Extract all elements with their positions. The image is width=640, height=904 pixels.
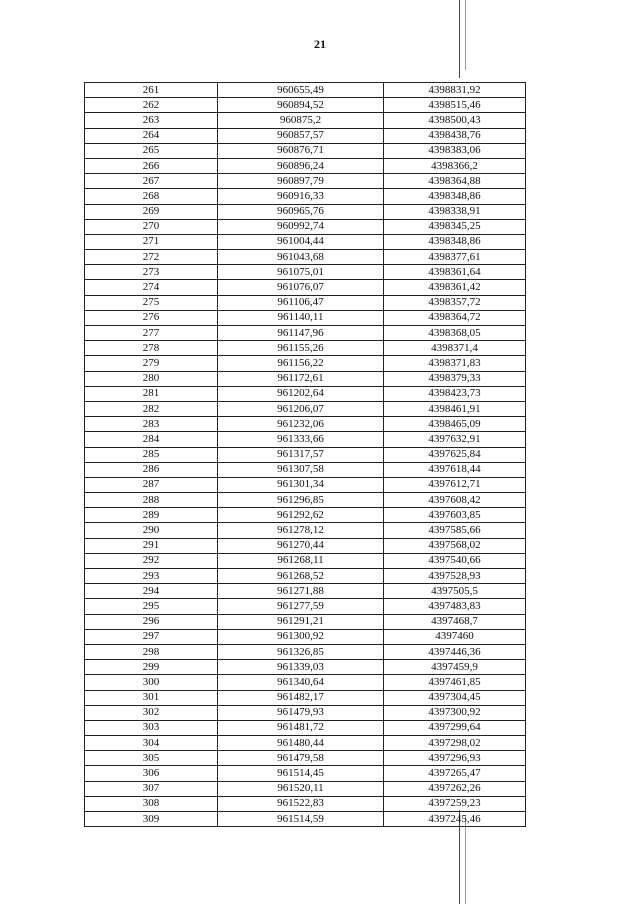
table-row: [85, 234, 526, 249]
table-row: [85, 675, 526, 690]
point-number-cell: 295: [85, 599, 218, 614]
x-coordinate-cell: 961514,59: [218, 812, 384, 827]
x-coordinate-cell: 960875,2: [218, 113, 384, 128]
point-number-cell: 289: [85, 508, 218, 523]
y-coordinate-cell: 4398371,83: [384, 356, 526, 371]
table-row: [85, 447, 526, 462]
y-coordinate-cell: 4398438,76: [384, 128, 526, 143]
table-row: [85, 584, 526, 599]
y-coordinate-cell: 4397608,42: [384, 493, 526, 508]
table-row: [85, 341, 526, 356]
y-coordinate-cell: 4397304,45: [384, 690, 526, 705]
point-number-cell: 309: [85, 812, 218, 827]
y-coordinate-cell: 4397505,5: [384, 584, 526, 599]
x-coordinate-cell: 961296,85: [218, 493, 384, 508]
y-coordinate-cell: 4397528,93: [384, 569, 526, 584]
table-row: [85, 538, 526, 553]
table-row: [85, 265, 526, 280]
table-row: [85, 158, 526, 173]
x-coordinate-cell: 961333,66: [218, 432, 384, 447]
scan-binding-line-top: [459, 0, 460, 78]
y-coordinate-cell: 4397296,93: [384, 751, 526, 766]
point-number-cell: 303: [85, 720, 218, 735]
table-row: [85, 98, 526, 113]
y-coordinate-cell: 4397568,02: [384, 538, 526, 553]
scan-binding-line-top-faint: [465, 0, 466, 70]
table-row: [85, 356, 526, 371]
y-coordinate-cell: 4398461,91: [384, 401, 526, 416]
table-row: [85, 705, 526, 720]
table-row: [85, 462, 526, 477]
table-row: [85, 371, 526, 386]
y-coordinate-cell: 4397446,36: [384, 644, 526, 659]
table-row: [85, 280, 526, 295]
table-row: [85, 569, 526, 584]
y-coordinate-cell: 4398371,4: [384, 341, 526, 356]
y-coordinate-cell: 4397540,66: [384, 553, 526, 568]
table-row: [85, 204, 526, 219]
table-row: [85, 83, 526, 98]
coordinates-table-body: [85, 83, 526, 827]
x-coordinate-cell: 961479,58: [218, 751, 384, 766]
table-row: [85, 690, 526, 705]
y-coordinate-cell: 4398423,73: [384, 386, 526, 401]
x-coordinate-cell: 961271,88: [218, 584, 384, 599]
y-coordinate-cell: 4398338,91: [384, 204, 526, 219]
y-coordinate-cell: 4398379,33: [384, 371, 526, 386]
table-row: [85, 113, 526, 128]
y-coordinate-cell: 4398465,09: [384, 417, 526, 432]
y-coordinate-cell: 4398383,06: [384, 143, 526, 158]
x-coordinate-cell: 961202,64: [218, 386, 384, 401]
x-coordinate-cell: 961291,21: [218, 614, 384, 629]
x-coordinate-cell: 961292,62: [218, 508, 384, 523]
page-number: 21: [314, 37, 326, 51]
point-number-cell: 263: [85, 113, 218, 128]
x-coordinate-cell: 960655,49: [218, 83, 384, 98]
x-coordinate-cell: 961326,85: [218, 644, 384, 659]
point-number-cell: 290: [85, 523, 218, 538]
table-row: [85, 720, 526, 735]
x-coordinate-cell: 961339,03: [218, 660, 384, 675]
table-row: [85, 326, 526, 341]
y-coordinate-cell: 4398364,88: [384, 174, 526, 189]
x-coordinate-cell: 961317,57: [218, 447, 384, 462]
y-coordinate-cell: 4398368,05: [384, 326, 526, 341]
x-coordinate-cell: 961043,68: [218, 250, 384, 265]
point-number-cell: 281: [85, 386, 218, 401]
y-coordinate-cell: 4397632,91: [384, 432, 526, 447]
x-coordinate-cell: 961520,11: [218, 781, 384, 796]
table-row: [85, 295, 526, 310]
point-number-cell: 276: [85, 310, 218, 325]
x-coordinate-cell: 961277,59: [218, 599, 384, 614]
table-row: [85, 401, 526, 416]
table-row: [85, 796, 526, 811]
y-coordinate-cell: 4397300,92: [384, 705, 526, 720]
x-coordinate-cell: 961206,07: [218, 401, 384, 416]
x-coordinate-cell: 961075,01: [218, 265, 384, 280]
x-coordinate-cell: 961307,58: [218, 462, 384, 477]
point-number-cell: 307: [85, 781, 218, 796]
y-coordinate-cell: 4397612,71: [384, 477, 526, 492]
table-row: [85, 432, 526, 447]
point-number-cell: 272: [85, 250, 218, 265]
x-coordinate-cell: 960992,74: [218, 219, 384, 234]
y-coordinate-cell: 4397245,46: [384, 812, 526, 827]
point-number-cell: 261: [85, 83, 218, 98]
y-coordinate-cell: 4398357,72: [384, 295, 526, 310]
point-number-cell: 292: [85, 553, 218, 568]
y-coordinate-cell: 4398366,2: [384, 158, 526, 173]
coordinates-table: [84, 82, 526, 827]
y-coordinate-cell: 4397483,83: [384, 599, 526, 614]
point-number-cell: 301: [85, 690, 218, 705]
point-number-cell: 275: [85, 295, 218, 310]
y-coordinate-cell: 4397460: [384, 629, 526, 644]
x-coordinate-cell: 961278,12: [218, 523, 384, 538]
table-row: [85, 386, 526, 401]
point-number-cell: 293: [85, 569, 218, 584]
x-coordinate-cell: 960916,33: [218, 189, 384, 204]
x-coordinate-cell: 961480,44: [218, 736, 384, 751]
y-coordinate-cell: 4398361,42: [384, 280, 526, 295]
y-coordinate-cell: 4398515,46: [384, 98, 526, 113]
y-coordinate-cell: 4397618,44: [384, 462, 526, 477]
y-coordinate-cell: 4397603,85: [384, 508, 526, 523]
point-number-cell: 268: [85, 189, 218, 204]
point-number-cell: 284: [85, 432, 218, 447]
y-coordinate-cell: 4397259,23: [384, 796, 526, 811]
y-coordinate-cell: 4397298,02: [384, 736, 526, 751]
point-number-cell: 267: [85, 174, 218, 189]
x-coordinate-cell: 961270,44: [218, 538, 384, 553]
point-number-cell: 300: [85, 675, 218, 690]
point-number-cell: 270: [85, 219, 218, 234]
point-number-cell: 304: [85, 736, 218, 751]
table-row: [85, 766, 526, 781]
point-number-cell: 266: [85, 158, 218, 173]
x-coordinate-cell: 961268,52: [218, 569, 384, 584]
point-number-cell: 298: [85, 644, 218, 659]
x-coordinate-cell: 961106,47: [218, 295, 384, 310]
table-row: [85, 493, 526, 508]
table-row: [85, 736, 526, 751]
table-row: [85, 189, 526, 204]
y-coordinate-cell: 4397265,47: [384, 766, 526, 781]
table-row: [85, 417, 526, 432]
x-coordinate-cell: 960857,57: [218, 128, 384, 143]
table-row: [85, 477, 526, 492]
table-row: [85, 599, 526, 614]
table-row: [85, 219, 526, 234]
y-coordinate-cell: 4398364,72: [384, 310, 526, 325]
y-coordinate-cell: 4398345,25: [384, 219, 526, 234]
point-number-cell: 274: [85, 280, 218, 295]
x-coordinate-cell: 961301,34: [218, 477, 384, 492]
table-row: [85, 310, 526, 325]
y-coordinate-cell: 4398348,86: [384, 189, 526, 204]
point-number-cell: 294: [85, 584, 218, 599]
x-coordinate-cell: 961514,45: [218, 766, 384, 781]
x-coordinate-cell: 961172,61: [218, 371, 384, 386]
scan-binding-line-bottom-faint: [465, 815, 466, 904]
point-number-cell: 285: [85, 447, 218, 462]
table-row: [85, 523, 526, 538]
point-number-cell: 299: [85, 660, 218, 675]
y-coordinate-cell: 4398377,61: [384, 250, 526, 265]
x-coordinate-cell: 961340,64: [218, 675, 384, 690]
table-row: [85, 644, 526, 659]
table-row: [85, 128, 526, 143]
point-number-cell: 297: [85, 629, 218, 644]
x-coordinate-cell: 960876,71: [218, 143, 384, 158]
x-coordinate-cell: 960965,76: [218, 204, 384, 219]
table-row: [85, 143, 526, 158]
point-number-cell: 308: [85, 796, 218, 811]
point-number-cell: 306: [85, 766, 218, 781]
x-coordinate-cell: 961481,72: [218, 720, 384, 735]
x-coordinate-cell: 960896,24: [218, 158, 384, 173]
point-number-cell: 265: [85, 143, 218, 158]
x-coordinate-cell: 961140,11: [218, 310, 384, 325]
point-number-cell: 278: [85, 341, 218, 356]
x-coordinate-cell: 961076,07: [218, 280, 384, 295]
y-coordinate-cell: 4397585,66: [384, 523, 526, 538]
point-number-cell: 269: [85, 204, 218, 219]
x-coordinate-cell: 961004,44: [218, 234, 384, 249]
x-coordinate-cell: 961300,92: [218, 629, 384, 644]
x-coordinate-cell: 960897,79: [218, 174, 384, 189]
table-row: [85, 508, 526, 523]
table-row: [85, 629, 526, 644]
y-coordinate-cell: 4397625,84: [384, 447, 526, 462]
y-coordinate-cell: 4397459,9: [384, 660, 526, 675]
table-row: [85, 614, 526, 629]
point-number-cell: 283: [85, 417, 218, 432]
point-number-cell: 264: [85, 128, 218, 143]
table-row: [85, 781, 526, 796]
x-coordinate-cell: 961479,93: [218, 705, 384, 720]
y-coordinate-cell: 4398348,86: [384, 234, 526, 249]
point-number-cell: 296: [85, 614, 218, 629]
point-number-cell: 273: [85, 265, 218, 280]
y-coordinate-cell: 4398831,92: [384, 83, 526, 98]
x-coordinate-cell: 961522,83: [218, 796, 384, 811]
table-row: [85, 553, 526, 568]
y-coordinate-cell: 4397262,26: [384, 781, 526, 796]
table-row: [85, 812, 526, 827]
y-coordinate-cell: 4397299,64: [384, 720, 526, 735]
point-number-cell: 282: [85, 401, 218, 416]
y-coordinate-cell: 4397468,7: [384, 614, 526, 629]
point-number-cell: 288: [85, 493, 218, 508]
table-row: [85, 751, 526, 766]
table-row: [85, 660, 526, 675]
x-coordinate-cell: 961147,96: [218, 326, 384, 341]
point-number-cell: 277: [85, 326, 218, 341]
point-number-cell: 305: [85, 751, 218, 766]
x-coordinate-cell: 960894,52: [218, 98, 384, 113]
x-coordinate-cell: 961232,06: [218, 417, 384, 432]
point-number-cell: 271: [85, 234, 218, 249]
point-number-cell: 262: [85, 98, 218, 113]
point-number-cell: 302: [85, 705, 218, 720]
x-coordinate-cell: 961268,11: [218, 553, 384, 568]
x-coordinate-cell: 961155,26: [218, 341, 384, 356]
point-number-cell: 286: [85, 462, 218, 477]
x-coordinate-cell: 961156,22: [218, 356, 384, 371]
point-number-cell: 291: [85, 538, 218, 553]
table-row: [85, 174, 526, 189]
y-coordinate-cell: 4398500,43: [384, 113, 526, 128]
x-coordinate-cell: 961482,17: [218, 690, 384, 705]
point-number-cell: 279: [85, 356, 218, 371]
y-coordinate-cell: 4397461,85: [384, 675, 526, 690]
point-number-cell: 280: [85, 371, 218, 386]
y-coordinate-cell: 4398361,64: [384, 265, 526, 280]
table-row: [85, 250, 526, 265]
point-number-cell: 287: [85, 477, 218, 492]
